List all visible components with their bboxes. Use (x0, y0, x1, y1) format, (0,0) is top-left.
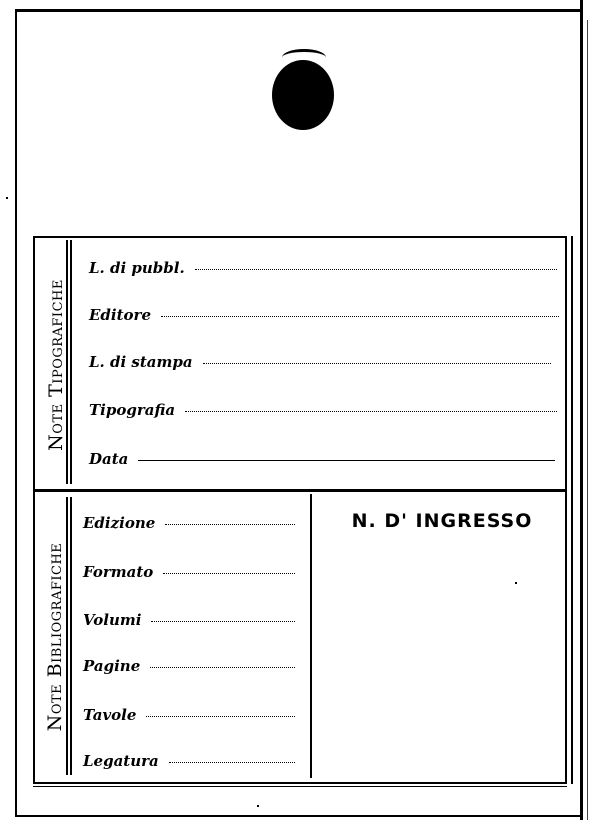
form-frame-bottom-double-rule (33, 786, 567, 787)
paper-speck (515, 582, 517, 584)
section-title-note-bibliografiche: Note Bibliografiche (44, 542, 66, 732)
card-right-edge-shadow (587, 20, 588, 820)
label-rule (70, 497, 72, 775)
fill-in-line[interactable] (138, 459, 555, 461)
numero-ingresso-heading: N. D' INGRESSO (351, 510, 533, 532)
field-edizione[interactable] (83, 514, 295, 532)
field-label: Volumi (83, 611, 142, 629)
field-editore[interactable] (89, 306, 559, 324)
label-rule (70, 240, 72, 484)
field-label: L. di stampa (89, 353, 193, 371)
field-label: Edizione (83, 514, 156, 532)
field-label: Tavole (83, 706, 137, 724)
field-legatura[interactable] (83, 752, 295, 770)
field-luogo-stampa[interactable] (89, 353, 551, 371)
field-label: Data (89, 450, 129, 468)
field-pagine[interactable] (83, 657, 295, 675)
paper-speck (257, 805, 259, 807)
field-formato[interactable] (83, 563, 295, 581)
field-label: Tipografia (89, 401, 176, 419)
fill-in-line[interactable] (161, 315, 559, 317)
form-frame-right-double-rule (571, 236, 573, 784)
card-bottom-edge (16, 815, 580, 817)
punch-hole (272, 60, 334, 130)
fill-in-line[interactable] (169, 761, 295, 763)
column-divider (310, 494, 312, 778)
fill-in-line[interactable] (185, 410, 557, 412)
fill-in-line[interactable] (146, 715, 295, 717)
fill-in-line[interactable] (151, 620, 295, 622)
field-luogo-pubblicazione[interactable] (89, 259, 557, 277)
field-label: Formato (83, 563, 154, 581)
field-label: L. di pubbl. (89, 259, 185, 277)
card-right-edge (580, 0, 583, 820)
field-label: Editore (89, 306, 151, 324)
fill-in-line[interactable] (195, 268, 557, 270)
fill-in-line[interactable] (150, 666, 295, 668)
field-data[interactable] (89, 450, 555, 468)
field-volumi[interactable] (83, 611, 295, 629)
fill-in-line[interactable] (165, 523, 295, 525)
field-label: Legatura (83, 752, 159, 770)
field-tipografia[interactable] (89, 401, 557, 419)
card-left-edge (15, 9, 17, 817)
section-divider (33, 489, 567, 492)
fill-in-line[interactable] (163, 572, 295, 574)
section-title-note-tipografiche: Note Tipografiche (45, 279, 67, 451)
card-top-edge (16, 9, 582, 12)
field-label: Pagine (83, 657, 141, 675)
fill-in-line[interactable] (203, 362, 551, 364)
field-tavole[interactable] (83, 706, 295, 724)
paper-speck (6, 197, 8, 199)
